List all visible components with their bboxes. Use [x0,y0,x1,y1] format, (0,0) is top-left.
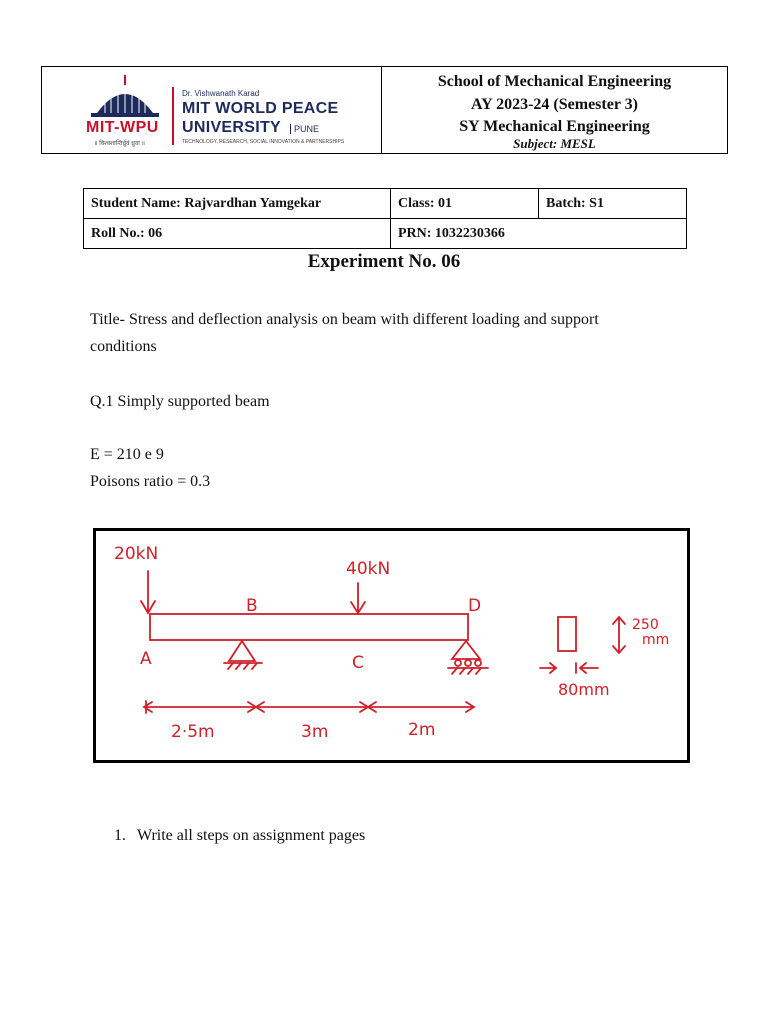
logo-tagline: TECHNOLOGY, RESEARCH, SOCIAL INNOVATION & PARTNERSHIPS [182,139,345,145]
academic-year: AY 2023-24 (Semester 3) [471,96,638,113]
logo-founder: Dr. Vishwanath Karad [182,89,260,98]
point-label-b: B [246,596,258,616]
roll-number-cell: Roll No.: 06 [84,219,391,249]
span-label-1: 2·5m [171,722,215,742]
instruction-text: Write all steps on assignment pages [137,827,366,844]
table-row [84,219,687,249]
roller-support-d [452,641,480,659]
subject-name: Subject: MESL [513,136,596,151]
beam-body [150,614,468,640]
instruction-number: 1. [114,827,126,844]
logo-city: PUNE [290,124,319,134]
beam-diagram [93,528,690,763]
beam-sketch [96,531,687,760]
load-label-c: 40kN [346,559,391,579]
pin-support-b [229,641,255,661]
logo-name-line1: MIT WORLD PEACE [182,100,339,117]
span-label-2: 3m [301,722,329,742]
section-height-unit: mm [642,632,670,648]
document-header [41,66,728,154]
batch-cell: Batch: S1 [539,189,687,219]
prn-cell: PRN: 1032230366 [391,219,687,249]
title-line-2: conditions [90,338,157,355]
load-label-a: 20kN [114,544,159,564]
school-info [382,67,727,153]
school-name: School of Mechanical Engineering [437,73,672,90]
modulus-value: E = 210 e 9 [90,446,164,463]
title-line-1: Title- Stress and deflection analysis on beam with different loading and support [90,311,599,328]
logo-motto: ॥ विश्वशान्तिर्ध्रुवं ध्रुवा ॥ [94,141,146,147]
student-name-cell: Student Name: Rajvardhan Yamgekar [84,189,391,219]
dome-icon [89,73,161,119]
logo-short-name: MIT-WPU [86,119,159,136]
point-label-d: D [468,596,482,616]
logo-name-line2: UNIVERSITY [182,119,282,136]
section-width-label: 80mm [558,680,610,699]
question-heading: Q.1 Simply supported beam [90,393,270,410]
table-row [84,189,687,219]
logo-separator [172,87,174,145]
experiment-title: Experiment No. 06 [307,251,461,272]
point-label-c: C [352,653,364,673]
university-logo [42,67,381,153]
section-height-value: 250 [632,617,659,633]
span-label-3: 2m [408,720,436,740]
class-cell: Class: 01 [391,189,539,219]
student-info-table [83,188,687,249]
program-name: SY Mechanical Engineering [459,118,650,135]
point-label-a: A [140,649,152,669]
poisson-ratio-value: Poisons ratio = 0.3 [90,473,211,490]
cross-section [558,617,576,651]
